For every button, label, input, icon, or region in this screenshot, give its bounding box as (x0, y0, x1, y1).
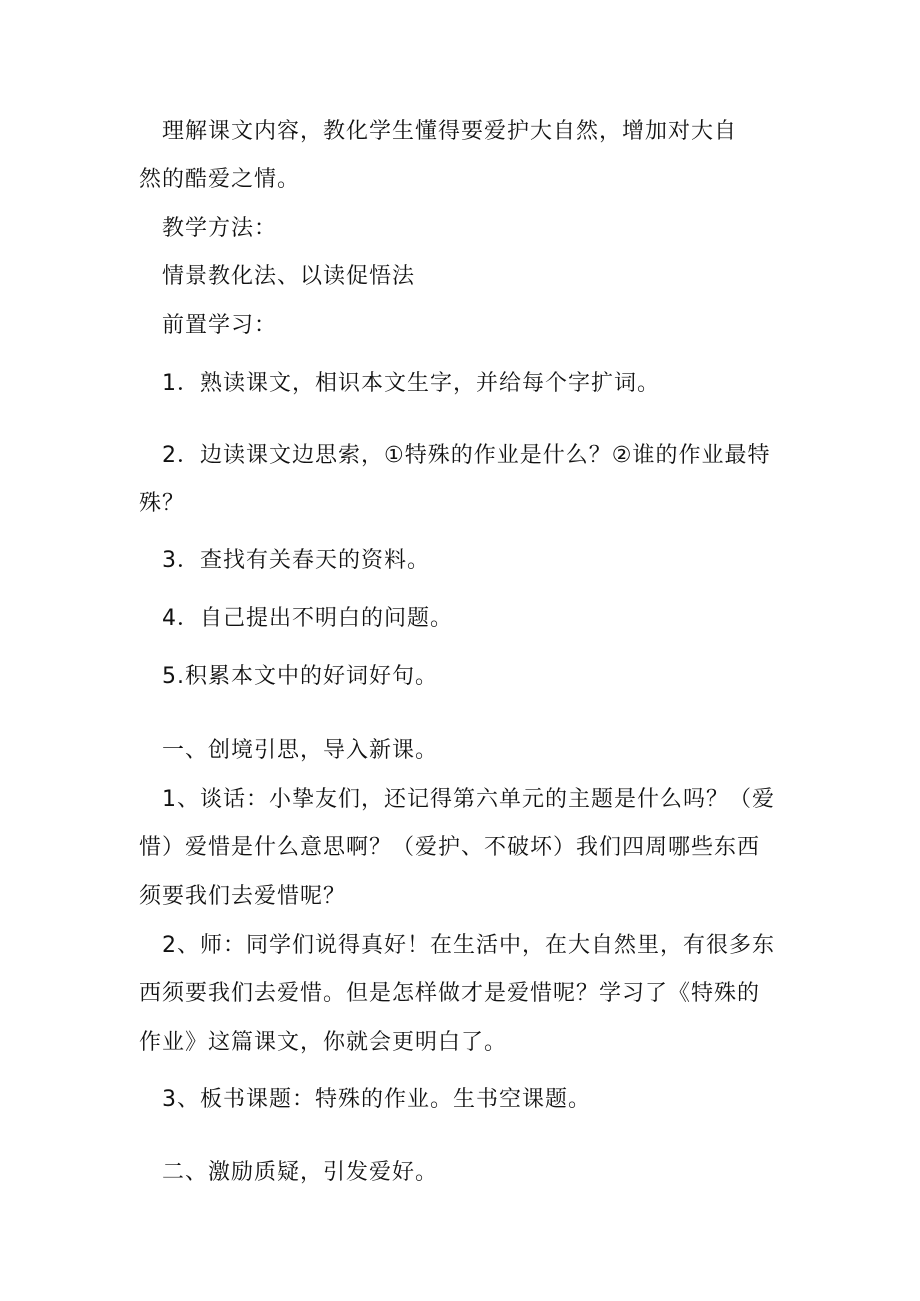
section-1-item-1-line-2: 惜）爱惜是什么意思啊？（爱护、不破坏）我们四周哪些东西 (139, 835, 761, 860)
teaching-method-text: 情景教化法、以读促悟法 (162, 264, 416, 289)
section-heading-2: 二、激励质疑，引发爱好。 (162, 1160, 439, 1185)
section-1-item-3: 3、板书课题：特殊的作业。生书空课题。 (162, 1087, 591, 1112)
heading-pre-study: 前置学习： (162, 313, 278, 338)
section-1-item-2-line-3: 作业》这篇课文，你就会更明白了。 (139, 1030, 508, 1055)
section-1-item-2-line-1: 2、师：同学们说得真好！在生活中，在大自然里，有很多东 (162, 933, 775, 958)
section-1-item-1-line-3: 须要我们去爱惜呢？ (139, 884, 347, 909)
pre-study-item-2-line-2: 殊？ (139, 491, 186, 516)
paragraph-objective-line-2: 然的酷爱之情。 (139, 167, 301, 192)
heading-teaching-method: 教学方法： (162, 216, 278, 241)
section-1-item-2-line-2: 西须要我们去爱惜。但是怎样做才是爱惜呢？学习了《特殊的 (139, 981, 761, 1006)
pre-study-item-1: 1．熟读课文，相识本文生字，并给每个字扩词。 (162, 371, 660, 396)
pre-study-item-5: 5.积累本文中的好词好句。 (162, 664, 438, 689)
section-1-item-1-line-1: 1、谈话：小挚友们，还记得第六单元的主题是什么吗？（爱 (162, 787, 775, 812)
section-heading-1: 一、创境引思，导入新课。 (162, 738, 439, 763)
paragraph-objective-line-1: 理解课文内容，教化学生懂得要爱护大自然，增加对大自 (162, 119, 738, 144)
pre-study-item-4: 4．自己提出不明白的问题。 (162, 606, 453, 631)
pre-study-item-3: 3．查找有关春天的资料。 (162, 548, 430, 573)
pre-study-item-2-line-1: 2．边读课文边思索，①特殊的作业是什么？②谁的作业最特 (162, 443, 771, 468)
